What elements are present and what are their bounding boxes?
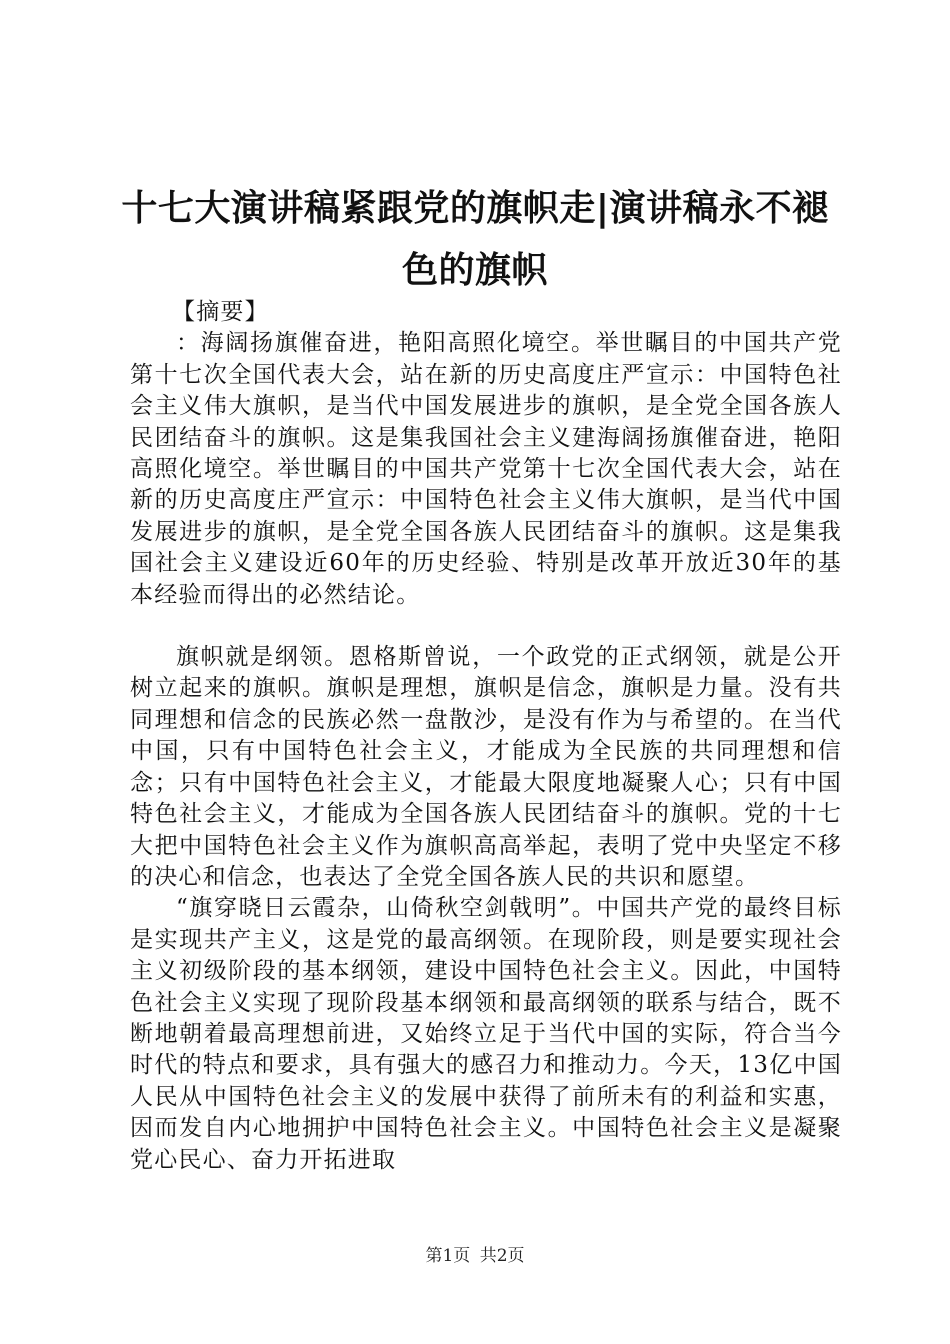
paragraph-abstract: ：海阔扬旗催奋进，艳阳高照化境空。举世瞩目的中国共产党第十七次全国代表大会，站在新的历史高度庄严宣示：中国特色社会主义伟大旗帜，是当代中国发展进步的旗帜，是全党全国各族人民团结奋斗的旗帜。这是集我国社会主义建海阔扬旗催奋进，艳阳高照化境空。举世瞩目的中国共产党第十七次全国代表大会，站在新的历史高度庄严宣示：中国特色社会主义伟大旗帜，是当代中国发展进步的旗帜，是全党全国各族人民团结奋斗的旗帜。这是集我国社会主义建设近60年的历史经验、特别是改革开放近30年的基本经验而得出的必然结论。 (130, 330, 842, 608)
document-title: 十七大演讲稿紧跟党的旗帜走|演讲稿永不褪色的旗帜 (121, 188, 829, 291)
paragraph-2: 旗帜就是纲领。恩格斯曾说，一个政党的正式纲领，就是公开树立起来的旗帜。旗帜是理想，旗帜是信念，旗帜是力量。没有共同理想和信念的民族必然一盘散沙，是没有作为与希望的。在当代中国，只有中国特色社会主义，才能成为全民族的共同理想和信念；只有中国特色社会主义，才能最大限度地凝聚人心；只有中国特色社会主义，才能成为全国各族人民团结奋斗的旗帜。党的十七大把中国特色社会主义作为旗帜高高举起，表明了党中央坚定不移的决心和信念，也表达了全党全国各族人民的共识和愿望。 (130, 644, 842, 890)
document-body (130, 297, 842, 1176)
paragraph-3: “旗穿晓日云霞杂，山倚秋空剑戟明”。中国共产党的最终目标是实现共产主义，这是党的最高纲领。在现阶段，则是要实现社会主义初级阶段的基本纲领，建设中国特色社会主义。因此，中国特色社会主义实现了现阶段基本纲领和最高纲领的联系与结合，既不断地朝着最高理想前进，又始终立足于当代中国的实际，符合当今时代的特点和要求，具有强大的感召力和推动力。今天，13亿中国人民从中国特色社会主义的发展中获得了前所未有的利益和实惠，因而发自内心地拥护中国特色社会主义。中国特色社会主义是凝聚党心民心、奋力开拓进取 (130, 895, 842, 1173)
page-footer (0, 1245, 950, 1267)
page-total: 共2页 (479, 1246, 525, 1266)
abstract-label: 【摘要】 (172, 299, 269, 325)
page-number: 第1页 (425, 1246, 471, 1266)
